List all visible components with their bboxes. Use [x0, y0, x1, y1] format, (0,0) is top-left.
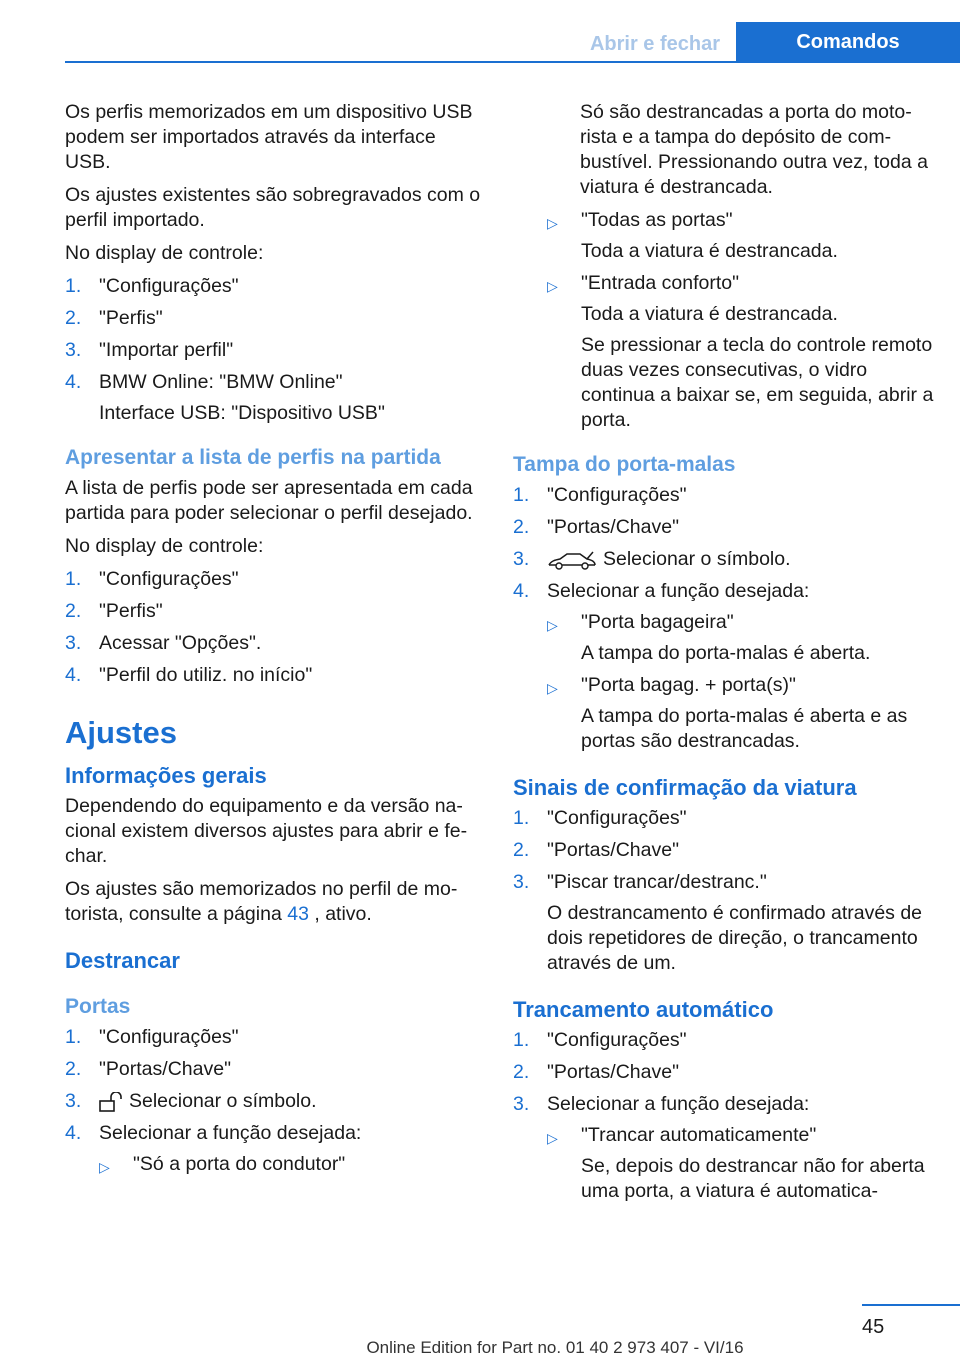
- option-title: "Todas as portas": [581, 209, 733, 231]
- numbered-list: [513, 806, 938, 976]
- list-text: "Configurações": [99, 275, 239, 297]
- list-number: 1.: [65, 568, 82, 590]
- paragraph: A lista de perfis pode ser apresentada em cada partida para poder selecionar o perfil desejado.: [65, 477, 473, 524]
- edition-note: Online Edition for Part no. 01 40 2 973 407 - VI/16: [366, 1338, 744, 1357]
- list-text: Selecionar a função desejada:: [99, 1122, 362, 1144]
- list-number: 3.: [65, 339, 82, 361]
- list-item: [65, 306, 485, 331]
- header-tab-controls[interactable]: Comandos: [736, 22, 960, 63]
- list-item: [513, 838, 938, 863]
- option-list: [547, 1123, 938, 1204]
- list-text: "Portas/Chave": [99, 1058, 231, 1080]
- list-number: 1.: [513, 807, 530, 829]
- option-title: "Entrada conforto": [581, 272, 740, 294]
- section-heading: Sinais de confirmação da viatura: [513, 775, 857, 800]
- list-text-sub: Interface USB: "Dispositivo USB": [99, 402, 385, 424]
- option-desc: A tampa do porta-malas é aberta.: [581, 642, 871, 664]
- triangle-bullet-icon: ▷: [547, 215, 558, 231]
- option-desc: Se pressionar a tecla do controle remoto duas vezes consecutivas, o vidro continua a baixar se, em seguida, abrir a porta.: [581, 334, 934, 431]
- option-desc: Toda a viatura é destrancada.: [581, 240, 838, 262]
- option-text: [581, 1123, 938, 1204]
- list-text-sub: O destrancamento é confirmado através de dois repetidores de direção, o trancamento através de um.: [547, 902, 923, 974]
- list-item: [513, 515, 938, 540]
- paragraph: Os perfis memorizados em um dispositivo USB podem ser importados através da interface USB.: [65, 101, 473, 173]
- numbered-list: [65, 1025, 485, 1146]
- list-number: 3.: [513, 1093, 530, 1115]
- list-number: 2.: [513, 839, 530, 861]
- list-item: [65, 338, 485, 363]
- list-item: [65, 370, 485, 426]
- list-item: [65, 631, 485, 656]
- option-title: "Porta bagag. + porta(s)": [581, 674, 796, 696]
- header-rule: [65, 61, 960, 63]
- list-text-main: Selecionar o símbolo.: [603, 548, 791, 570]
- list-number: 4.: [513, 580, 530, 602]
- list-text: "Configurações": [99, 568, 239, 590]
- numbered-list: [513, 1028, 938, 1117]
- section-heading: Trancamento automático: [513, 997, 774, 1022]
- list-item: [513, 579, 938, 604]
- list-text: "Perfil do utiliz. no início": [99, 664, 313, 686]
- option-item: [547, 1123, 938, 1204]
- paragraph: [65, 877, 485, 927]
- list-number: 2.: [513, 1061, 530, 1083]
- list-text-main: Selecionar o símbolo.: [129, 1090, 317, 1112]
- list-number: 3.: [513, 871, 530, 893]
- header-tab-open-close[interactable]: Abrir e fechar: [589, 32, 721, 55]
- list-text-main: BMW Online: "BMW Online": [99, 371, 343, 393]
- list-text: [99, 370, 485, 426]
- option-text: "Só a porta do condutor": [133, 1153, 346, 1175]
- list-number: 1.: [65, 1026, 82, 1048]
- list-item: [513, 1028, 938, 1053]
- numbered-list: [513, 483, 938, 604]
- list-number: 3.: [513, 548, 530, 570]
- paragraph: Dependendo do equipamento e da versão nacional existem diversos ajustes para abrir e fechar.: [65, 795, 468, 867]
- option-title: "Porta bagageira": [581, 611, 734, 633]
- list-text: "Perfis": [99, 600, 163, 622]
- option-desc: Toda a viatura é destrancada.: [581, 303, 838, 325]
- list-number: 3.: [65, 1090, 82, 1112]
- option-item: [547, 208, 938, 264]
- list-item: [513, 1060, 938, 1085]
- paragraph-text: , ativo.: [308, 903, 372, 925]
- list-item: [65, 1025, 485, 1050]
- list-text: "Configurações": [547, 807, 687, 829]
- option-item: [547, 610, 938, 666]
- list-text: "Portas/Chave": [547, 1061, 679, 1083]
- paragraph: No display de controle:: [65, 242, 264, 264]
- option-desc: A tampa do porta-malas é aberta e as portas são destrancadas.: [581, 705, 908, 752]
- car-trunk-icon: [547, 550, 597, 570]
- triangle-bullet-icon: ▷: [547, 680, 558, 696]
- list-text: Acessar "Opções".: [99, 632, 262, 654]
- option-title: "Trancar automaticamente": [581, 1124, 817, 1146]
- list-text: [547, 547, 938, 572]
- list-item: [513, 483, 938, 508]
- option-text: [581, 673, 938, 754]
- page-link[interactable]: 43: [287, 903, 309, 925]
- list-item: [513, 870, 938, 976]
- list-item: [65, 1121, 485, 1146]
- option-item: [547, 271, 938, 433]
- page-number: 45: [862, 1316, 885, 1338]
- option-list: [547, 208, 938, 433]
- paragraph: Os ajustes existentes são sobregravados com o perfil importado.: [65, 184, 481, 231]
- subsection-heading: Tampa do porta-malas: [513, 453, 736, 476]
- option-desc: Se, depois do destrancar não for aberta uma porta, a viatura é automatica-: [581, 1155, 925, 1202]
- list-number: 2.: [65, 600, 82, 622]
- list-item: [65, 599, 485, 624]
- right-column: [513, 100, 938, 1211]
- list-text: [99, 1089, 485, 1114]
- list-item: [65, 1089, 485, 1114]
- list-item: [65, 663, 485, 688]
- subsection-heading: Portas: [65, 995, 131, 1018]
- section-heading: Apresentar a lista de perfis na partida: [65, 446, 441, 469]
- list-text: "Configurações": [99, 1026, 239, 1048]
- list-item: [65, 1057, 485, 1082]
- triangle-bullet-icon: ▷: [547, 617, 558, 633]
- left-column: [65, 100, 485, 1187]
- option-list: [547, 610, 938, 754]
- list-text: "Configurações": [547, 1029, 687, 1051]
- list-number: 4.: [65, 664, 82, 686]
- triangle-bullet-icon: ▷: [99, 1159, 110, 1175]
- list-text-main: "Piscar trancar/destranc.": [547, 871, 767, 893]
- list-number: 1.: [65, 275, 82, 297]
- footer-rule: [862, 1304, 960, 1306]
- paragraph: No display de controle:: [65, 535, 264, 557]
- paragraph-text: Os ajustes são memorizados no perfil de motorista, consulte a página: [65, 878, 458, 925]
- list-number: 4.: [65, 1122, 82, 1144]
- list-text: "Portas/Chave": [547, 839, 679, 861]
- list-item: [513, 806, 938, 831]
- numbered-list: [65, 274, 485, 426]
- list-number: 1.: [513, 1029, 530, 1051]
- option-text: [581, 271, 938, 433]
- list-number: 2.: [65, 307, 82, 329]
- list-text: "Portas/Chave": [547, 516, 679, 538]
- list-text: [547, 870, 938, 976]
- list-text: "Perfis": [99, 307, 163, 329]
- list-text: "Configurações": [547, 484, 687, 506]
- triangle-bullet-icon: ▷: [547, 1130, 558, 1146]
- numbered-list: [65, 567, 485, 688]
- triangle-bullet-icon: ▷: [547, 278, 558, 294]
- option-item: [547, 673, 938, 754]
- option-list: [99, 1152, 485, 1180]
- list-item: [65, 274, 485, 299]
- chapter-heading: Ajustes: [65, 715, 177, 750]
- option-text: [581, 208, 938, 264]
- unlock-icon: [99, 1092, 123, 1112]
- list-text: "Importar perfil": [99, 339, 234, 361]
- list-number: 4.: [65, 371, 82, 393]
- list-item: [513, 547, 938, 572]
- option-text: [581, 610, 938, 666]
- list-number: 3.: [65, 632, 82, 654]
- list-number: 1.: [513, 484, 530, 506]
- option-item: [99, 1152, 485, 1180]
- list-text: Selecionar a função desejada:: [547, 1093, 810, 1115]
- list-text: Selecionar a função desejada:: [547, 580, 810, 602]
- section-heading: Informações gerais: [65, 763, 267, 788]
- section-heading: Destrancar: [65, 948, 180, 973]
- list-number: 2.: [65, 1058, 82, 1080]
- list-item: [513, 1092, 938, 1117]
- list-item: [65, 567, 485, 592]
- paragraph: Só são destrancadas a porta do motorista e a tampa do depósito de combustível. Pressionando outra vez, toda a viatura é destrancada.: [580, 101, 928, 198]
- list-number: 2.: [513, 516, 530, 538]
